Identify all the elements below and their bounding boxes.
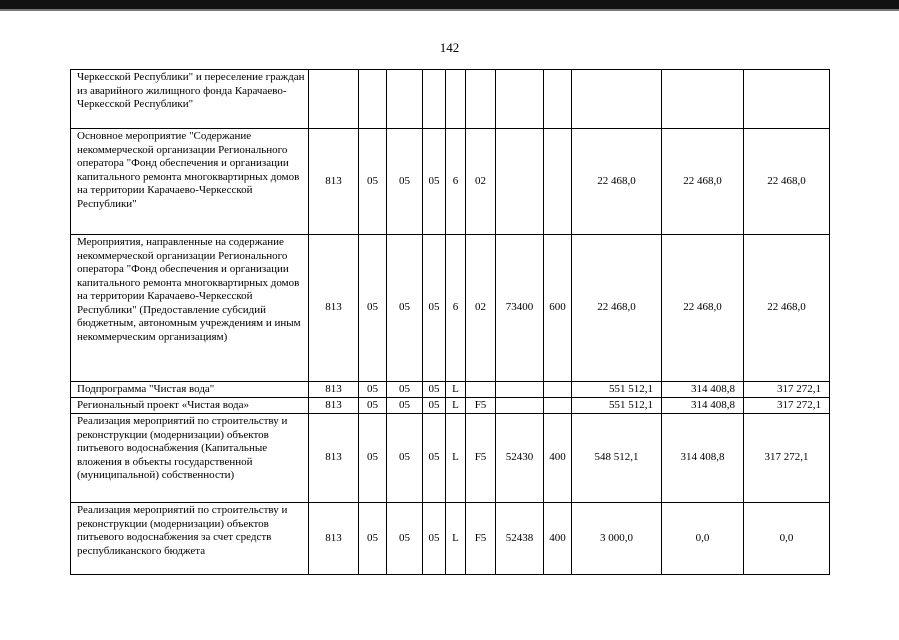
- target-code-part3-cell: [466, 382, 496, 398]
- amount-year3-cell: [744, 70, 830, 129]
- amount-year2-cell: 0,0: [662, 503, 744, 575]
- expense-type-cell: 600: [544, 235, 572, 382]
- grbs-cell: 813: [309, 414, 359, 503]
- target-code-part3-cell: [466, 70, 496, 129]
- amount-year1-cell: [572, 70, 662, 129]
- scan-top-border: [0, 0, 899, 9]
- target-code-part2-cell: 6: [446, 235, 466, 382]
- table-row: [71, 503, 830, 575]
- amount-year1-cell: 551 512,1: [572, 382, 662, 398]
- grbs-cell: [309, 70, 359, 129]
- amount-year1-cell: 3 000,0: [572, 503, 662, 575]
- grbs-cell: 813: [309, 503, 359, 575]
- target-code-part4-cell: 73400: [496, 235, 544, 382]
- row-name-cell: Основное мероприятие "Содержание некоммерческой организации Регионального оператора "Фонд обеспечения и организации капитального ремонта многоквартирных домов на территории Карачаево-Черкесской Республики": [71, 129, 309, 235]
- target-code-part2-cell: L: [446, 382, 466, 398]
- amount-year2-cell: [662, 70, 744, 129]
- row-name-cell: Реализация мероприятий по строительству и реконструкции (модернизации) объектов питьевого водоснабжения (Капитальные вложения в объекты государственной (муниципальной) собственности): [71, 414, 309, 503]
- table-row: [71, 235, 830, 382]
- amount-year2-cell: 314 408,8: [662, 398, 744, 414]
- target-code-part4-cell: [496, 382, 544, 398]
- target-code-part3-cell: F5: [466, 503, 496, 575]
- subsection-cell: 05: [387, 235, 423, 382]
- amount-year1-cell: 551 512,1: [572, 398, 662, 414]
- target-code-part1-cell: 05: [423, 414, 446, 503]
- table-row: [71, 414, 830, 503]
- row-name-cell: Реализация мероприятий по строительству и реконструкции (модернизации) объектов питьевого водоснабжения за счет средств республиканского бюджета: [71, 503, 309, 575]
- amount-year3-cell: 0,0: [744, 503, 830, 575]
- amount-year2-cell: 22 468,0: [662, 235, 744, 382]
- amount-year1-cell: 548 512,1: [572, 414, 662, 503]
- amount-year3-cell: 317 272,1: [744, 382, 830, 398]
- grbs-cell: 813: [309, 398, 359, 414]
- target-code-part3-cell: F5: [466, 398, 496, 414]
- target-code-part4-cell: 52438: [496, 503, 544, 575]
- subsection-cell: 05: [387, 503, 423, 575]
- page-number: 142: [439, 40, 460, 55]
- amount-year3-cell: 317 272,1: [744, 398, 830, 414]
- target-code-part2-cell: L: [446, 414, 466, 503]
- table-row: [71, 398, 830, 414]
- subsection-cell: 05: [387, 414, 423, 503]
- budget-table: [70, 69, 830, 575]
- target-code-part2-cell: 6: [446, 129, 466, 235]
- target-code-part4-cell: [496, 398, 544, 414]
- section-cell: 05: [359, 382, 387, 398]
- target-code-part2-cell: [446, 70, 466, 129]
- expense-type-cell: [544, 70, 572, 129]
- target-code-part4-cell: [496, 70, 544, 129]
- expense-type-cell: [544, 382, 572, 398]
- expense-type-cell: 400: [544, 414, 572, 503]
- subsection-cell: 05: [387, 398, 423, 414]
- expense-type-cell: [544, 398, 572, 414]
- amount-year2-cell: 314 408,8: [662, 414, 744, 503]
- target-code-part2-cell: L: [446, 503, 466, 575]
- subsection-cell: [387, 70, 423, 129]
- section-cell: 05: [359, 129, 387, 235]
- amount-year2-cell: 22 468,0: [662, 129, 744, 235]
- table-row: [71, 129, 830, 235]
- amount-year3-cell: 22 468,0: [744, 235, 830, 382]
- amount-year1-cell: 22 468,0: [572, 235, 662, 382]
- table-row: [71, 382, 830, 398]
- target-code-part1-cell: [423, 70, 446, 129]
- target-code-part2-cell: L: [446, 398, 466, 414]
- section-cell: 05: [359, 398, 387, 414]
- target-code-part3-cell: 02: [466, 235, 496, 382]
- amount-year1-cell: 22 468,0: [572, 129, 662, 235]
- target-code-part1-cell: 05: [423, 235, 446, 382]
- expense-type-cell: 400: [544, 503, 572, 575]
- expense-type-cell: [544, 129, 572, 235]
- grbs-cell: 813: [309, 235, 359, 382]
- scan-top-border-shadow: [0, 9, 899, 11]
- section-cell: 05: [359, 503, 387, 575]
- section-cell: 05: [359, 235, 387, 382]
- target-code-part4-cell: 52430: [496, 414, 544, 503]
- target-code-part1-cell: 05: [423, 129, 446, 235]
- row-name-cell: Подпрограмма "Чистая вода": [71, 382, 309, 398]
- amount-year3-cell: 22 468,0: [744, 129, 830, 235]
- section-cell: [359, 70, 387, 129]
- row-name-cell: Черкесской Республики" и переселение граждан из аварийного жилищного фонда Карачаево-Черкесской Республики": [71, 70, 309, 129]
- amount-year3-cell: 317 272,1: [744, 414, 830, 503]
- target-code-part3-cell: 02: [466, 129, 496, 235]
- table-row: [71, 70, 830, 129]
- row-name-cell: Мероприятия, направленные на содержание некоммерческой организации Регионального оператора "Фонд обеспечения и организации капитального ремонта многоквартирных домов на территории Карачаево-Черкесской Республики" (Предоставление субсидий бюджетным, автономным учреждениям и иным некоммерческим организациям): [71, 235, 309, 382]
- subsection-cell: 05: [387, 382, 423, 398]
- amount-year2-cell: 314 408,8: [662, 382, 744, 398]
- target-code-part4-cell: [496, 129, 544, 235]
- subsection-cell: 05: [387, 129, 423, 235]
- target-code-part1-cell: 05: [423, 382, 446, 398]
- target-code-part3-cell: F5: [466, 414, 496, 503]
- grbs-cell: 813: [309, 382, 359, 398]
- target-code-part1-cell: 05: [423, 503, 446, 575]
- target-code-part1-cell: 05: [423, 398, 446, 414]
- section-cell: 05: [359, 414, 387, 503]
- grbs-cell: 813: [309, 129, 359, 235]
- row-name-cell: Региональный проект «Чистая вода»: [71, 398, 309, 414]
